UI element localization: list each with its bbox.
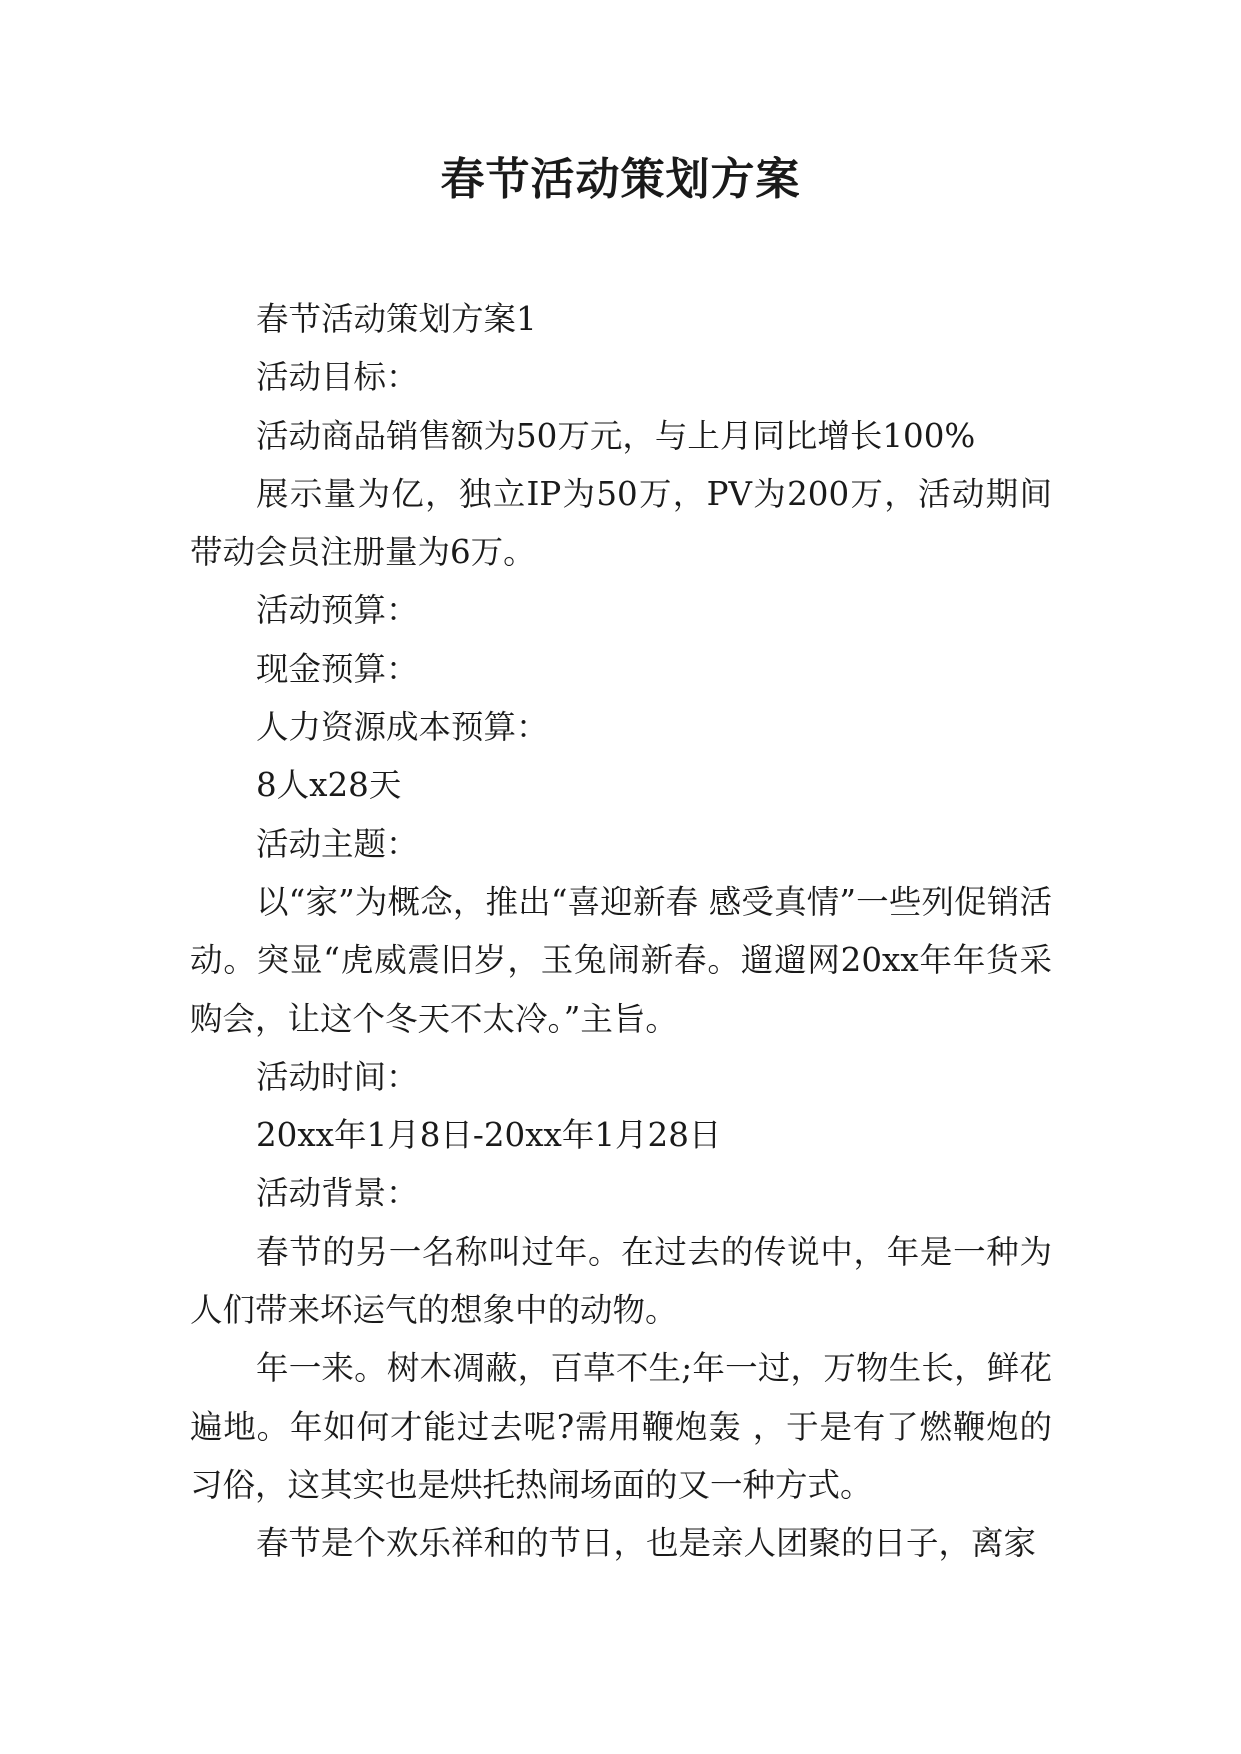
paragraph-budget-label: 活动预算： — [256, 591, 419, 630]
paragraph-background-3: 春节是个欢乐祥和的节日，也是亲人团聚的日子，离家 — [256, 1524, 1037, 1563]
paragraph-cash-budget: 现金预算： — [256, 649, 419, 688]
document-body — [190, 290, 1052, 1573]
paragraph-time-label: 活动时间： — [256, 1057, 419, 1096]
paragraph-theme-label: 活动主题： — [256, 824, 419, 863]
paragraph-staff-days: 8人x28天 — [256, 766, 402, 805]
paragraph-theme: 以“家”为概念，推出“喜迎新春 感受真情”一些列促销活动。突显“虎威震旧岁，玉兔闹新春。遛遛网20xx年年货采购会，让这个冬天不太冷。”主旨。 — [190, 882, 1052, 1038]
paragraph-background-label: 活动背景： — [256, 1174, 419, 1213]
paragraph-heading-1: 春节活动策划方案1 — [256, 300, 537, 338]
paragraph-background-2: 年一来。树木凋蔽，百草不生;年一过，万物生长，鲜花遍地。年如何才能过去呢?需用鞭炮轰 ，于是有了燃鞭炮的习俗，这其实也是烘托热闹场面的又一种方式。 — [190, 1349, 1052, 1504]
paragraph-time-range: 20xx年1月8日-20xx年1月28日 — [256, 1116, 722, 1155]
paragraph-traffic-goal: 展示量为亿，独立IP为50万，PV为200万，活动期间带动会员注册量为6万。 — [190, 474, 1052, 572]
paragraph-hr-budget: 人力资源成本预算： — [256, 708, 549, 747]
paragraph-sales-goal: 活动商品销售额为50万元，与上月同比增长100% — [256, 416, 976, 455]
paragraph-goal-label: 活动目标： — [256, 358, 419, 397]
document-title: 春节活动策划方案 — [440, 154, 801, 205]
paragraph-background-1: 春节的另一名称叫过年。在过去的传说中，年是一种为人们带来坏运气的想象中的动物。 — [190, 1232, 1052, 1330]
